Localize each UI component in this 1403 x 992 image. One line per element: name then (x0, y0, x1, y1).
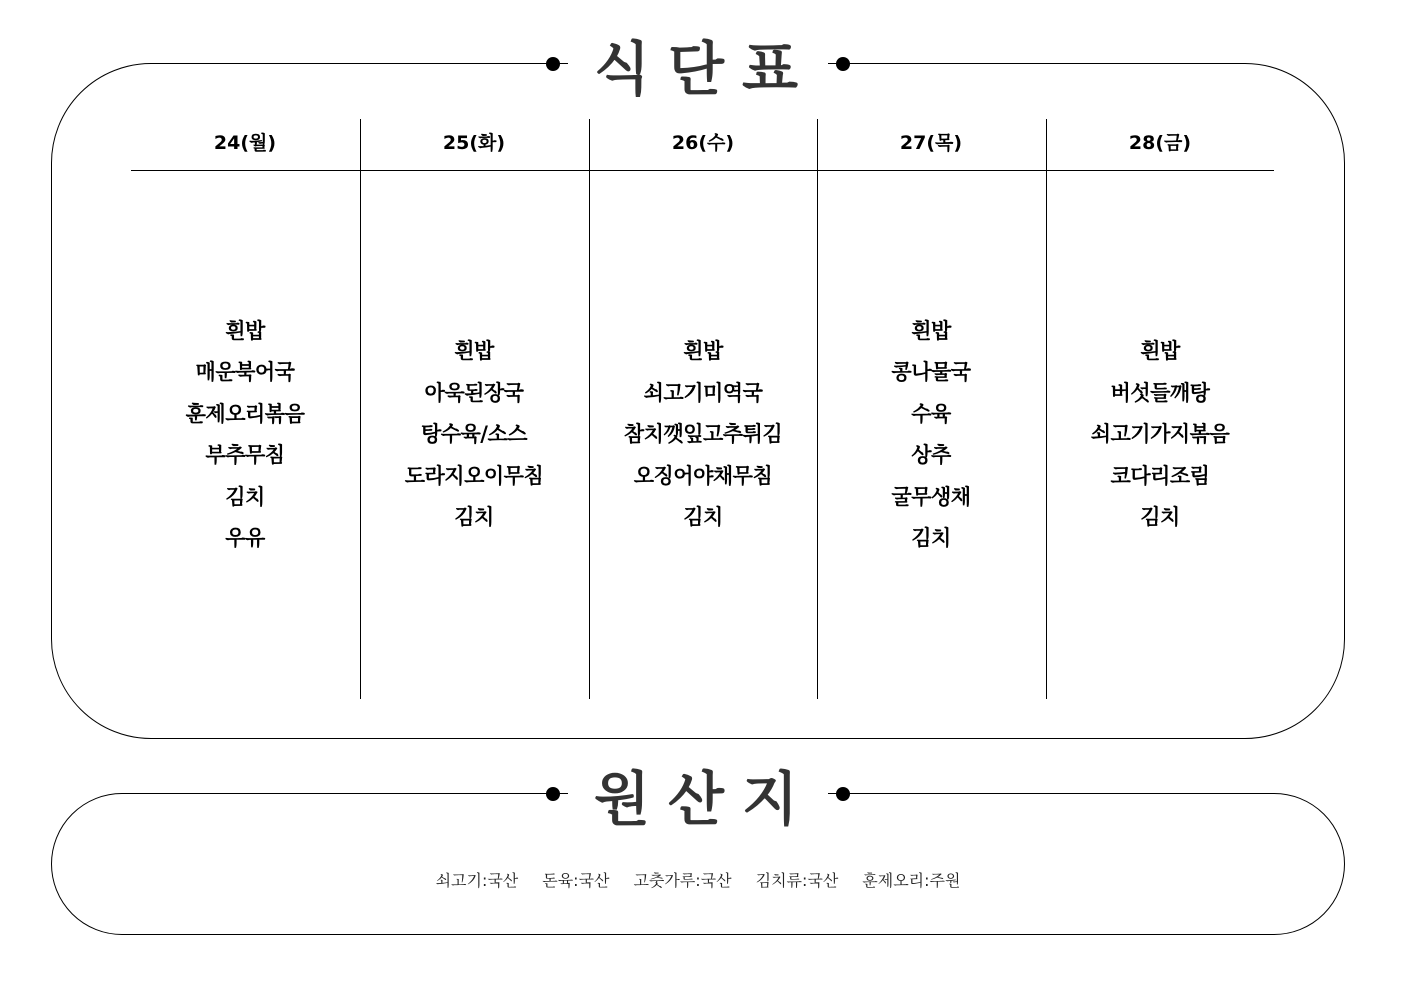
menu-item: 김치 (911, 526, 951, 550)
menu-item: 굴무생채 (891, 484, 971, 509)
day-header-mon: 24(월) (213, 131, 277, 154)
menu-item: 김치 (225, 484, 265, 509)
day-menu-thu (817, 172, 1045, 698)
day-menu-fri (1046, 172, 1274, 698)
header-divider (131, 170, 1274, 171)
origin-list (51, 866, 1345, 892)
menu-item: 흰밥 (911, 318, 951, 343)
menu-item: 쇠고기미역국 (643, 380, 763, 405)
origin-title-group (546, 754, 850, 834)
title-left-dot (546, 787, 560, 801)
menu-item: 김치 (1140, 505, 1180, 530)
menu-item: 흰밥 (1140, 339, 1180, 364)
menu-item: 우유 (225, 526, 265, 550)
day-header-thu: 27(목) (899, 131, 963, 154)
day-header-tue: 25(화) (442, 131, 506, 154)
title-left-dot (546, 57, 560, 71)
menu-item: 탕수육/소스 (420, 422, 528, 447)
title-right-dot (836, 57, 850, 71)
menu-item: 수육 (911, 401, 951, 426)
origin-item: 훈제오리:주원 (862, 870, 961, 890)
origin-item: 고춧가루:국산 (633, 870, 732, 890)
origin-item: 돈육:국산 (542, 870, 610, 890)
menu-item: 코다리조림 (1110, 463, 1210, 488)
origin-title: 원산지 (593, 765, 817, 833)
menu-item: 흰밥 (683, 339, 723, 364)
day-header-fri: 28(금) (1128, 131, 1192, 154)
menu-item: 버섯들깨탕 (1110, 380, 1210, 405)
menu-item: 오징어야채무침 (633, 463, 773, 488)
menu-item: 김치 (454, 505, 494, 530)
menu-title-group (546, 24, 850, 104)
origin-item: 쇠고기:국산 (435, 870, 519, 890)
title-right-dot (836, 787, 850, 801)
menu-item: 상추 (911, 443, 951, 467)
day-menu-mon (131, 172, 359, 698)
day-menu-wed (589, 172, 817, 698)
menu-item: 참치깻잎고추튀김 (623, 422, 783, 447)
menu-item: 흰밥 (225, 318, 265, 343)
menu-title: 식단표 (593, 35, 817, 103)
menu-item: 김치 (683, 505, 723, 530)
menu-item: 쇠고기가지볶음 (1090, 422, 1230, 447)
menu-item: 도라지오이무침 (404, 463, 544, 488)
origin-item: 김치류:국산 (755, 870, 839, 890)
menu-item: 흰밥 (454, 339, 494, 364)
menu-item: 부추무침 (205, 443, 285, 467)
menu-item: 매운북어국 (195, 360, 295, 384)
day-header-wed: 26(수) (671, 131, 735, 154)
menu-item: 콩나물국 (891, 360, 971, 384)
day-menu-tue (360, 172, 588, 698)
menu-item: 훈제오리볶음 (185, 401, 305, 426)
menu-item: 아욱된장국 (424, 380, 524, 405)
